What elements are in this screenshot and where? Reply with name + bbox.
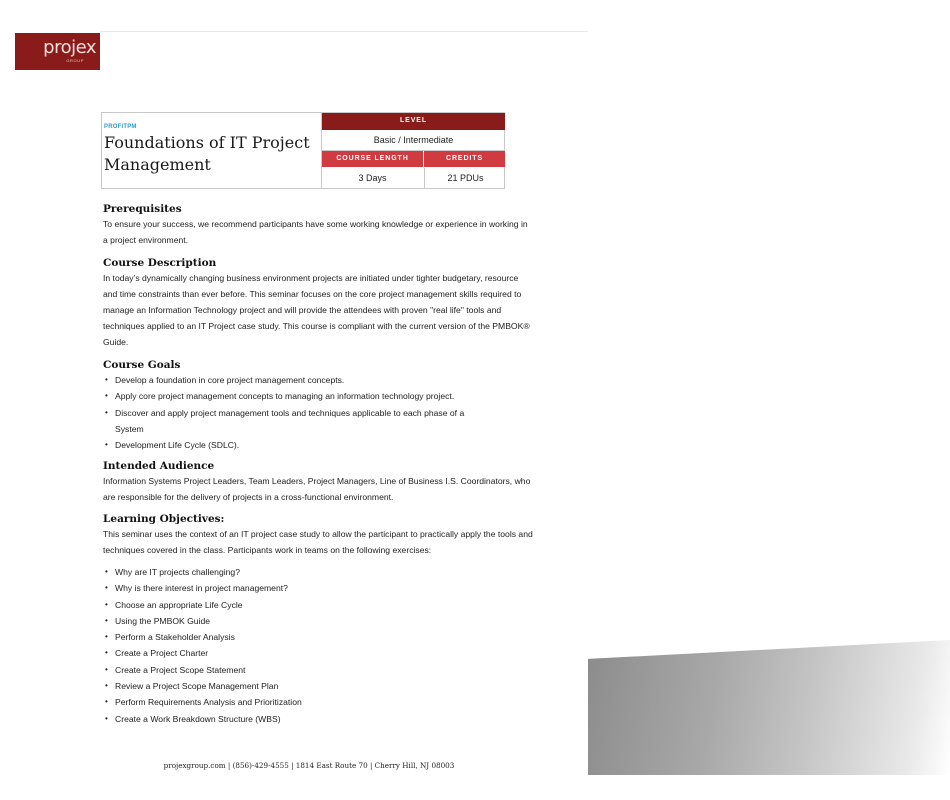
goals-heading: Course Goals bbox=[103, 359, 181, 371]
list-item: • Apply core project management concepts to managing an information technology project. bbox=[103, 388, 533, 404]
list-item: • Why are IT projects challenging? bbox=[103, 564, 533, 580]
page-shadow bbox=[588, 640, 950, 775]
list-item: • Develop a foundation in core project management concepts. bbox=[103, 372, 533, 388]
list-item: • Why is there interest in project management? bbox=[103, 580, 533, 596]
header-rule bbox=[100, 31, 588, 32]
course-title: Foundations of IT Project Management bbox=[104, 133, 310, 174]
audience-heading: Intended Audience bbox=[103, 460, 215, 472]
course-info-table bbox=[321, 113, 505, 188]
list-item: • Development Life Cycle (SDLC). bbox=[103, 437, 533, 453]
description-section bbox=[103, 256, 533, 350]
objectives-list-section bbox=[103, 564, 533, 727]
course-length-value: 3 Days bbox=[358, 173, 387, 183]
goals-section bbox=[103, 358, 533, 453]
course-length-header: COURSE LENGTH bbox=[322, 151, 423, 167]
logo-subtext: GROUP bbox=[66, 58, 84, 63]
objectives-text: This seminar uses the context of an IT project case study to allow the participant to practically apply the tools and techniques covered in the class. Participants work in teams on the following exercises: bbox=[103, 529, 533, 555]
course-header-box bbox=[101, 112, 505, 189]
level-header: LEVEL bbox=[322, 113, 505, 130]
objectives-list bbox=[103, 564, 533, 727]
list-item: • Create a Project Charter bbox=[103, 645, 533, 661]
list-item: • Choose an appropriate Life Cycle bbox=[103, 597, 533, 613]
prerequisites-heading: Prerequisites bbox=[103, 203, 182, 215]
level-value: Basic / Intermediate bbox=[322, 130, 505, 151]
list-item: • Review a Project Scope Management Plan bbox=[103, 678, 533, 694]
objectives-section bbox=[103, 512, 533, 558]
list-item: • Perform Requirements Analysis and Prioritization bbox=[103, 694, 533, 710]
credits-value: 21 PDUs bbox=[424, 168, 506, 188]
list-item: • Create a Work Breakdown Structure (WBS) bbox=[103, 711, 533, 727]
prerequisites-section bbox=[103, 202, 533, 248]
list-item: • Discover and apply project management tools and techniques applicable to each phase of a bbox=[103, 405, 533, 421]
list-item: • Perform a Stakeholder Analysis bbox=[103, 629, 533, 645]
logo-wordmark: projex bbox=[43, 37, 96, 58]
course-tagline: PROFITPM bbox=[104, 124, 137, 130]
objectives-heading: Learning Objectives: bbox=[103, 513, 225, 525]
footer-contact: projexgroup.com | (856)-429-4555 | 1814 East Route 70 | Cherry Hill, NJ 08003 bbox=[163, 761, 455, 770]
projex-logo bbox=[15, 33, 100, 70]
audience-section bbox=[103, 459, 533, 505]
goals-list bbox=[103, 372, 533, 453]
description-heading: Course Description bbox=[103, 257, 217, 269]
credits-header: CREDITS bbox=[424, 151, 505, 167]
audience-text: Information Systems Project Leaders, Team Leaders, Project Managers, Line of Business I.S. Coordinators, who are responsible for the delivery of projects in a cross-functional environment. bbox=[103, 476, 531, 502]
list-item-continuation: System bbox=[115, 423, 144, 434]
description-text: In today’s dynamically changing business environment projects are initiated under tighter budgetary, resource and time constraints than ever before. This seminar focuses on the core project management skills required to manage an Information Technology project and will provide the attendees with proven "real life" tools and techniques applied to an IT Project case study. This course is compliant with the current version of the PMBOK® Guide. bbox=[103, 273, 530, 347]
prerequisites-text: To ensure your success, we recommend participants have some working knowledge or experience in working in a project environment. bbox=[103, 219, 528, 245]
list-item: • Using the PMBOK Guide bbox=[103, 613, 533, 629]
list-item: • Create a Project Scope Statement bbox=[103, 662, 533, 678]
